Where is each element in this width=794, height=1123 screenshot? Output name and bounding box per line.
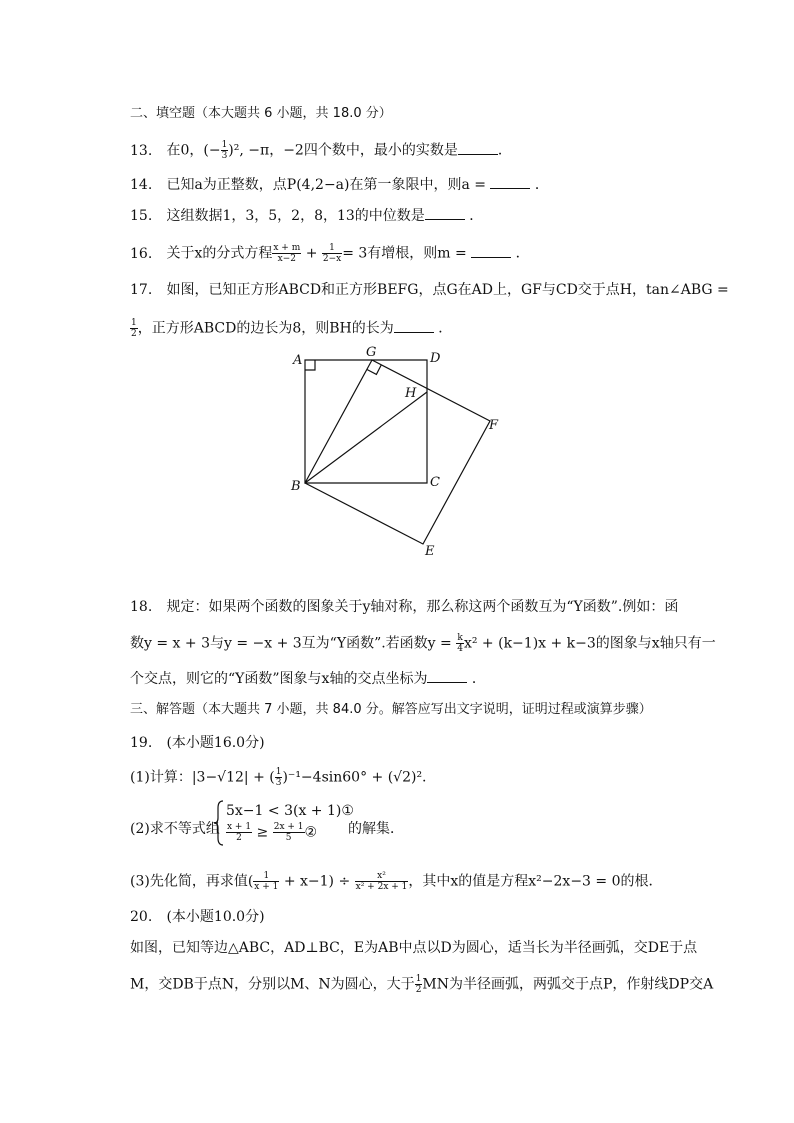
question-number: 13. bbox=[130, 142, 153, 159]
question-19-part2-tail: 的解集． bbox=[348, 821, 404, 837]
inequality-1: 5x−1 < 3(x + 1)① bbox=[226, 803, 354, 819]
question-number: 14. bbox=[130, 177, 153, 193]
question-14: 14. 已知a为正整数，点P(4,2−a)在第一象限中，则a = ． bbox=[130, 177, 549, 193]
question-19 bbox=[130, 733, 265, 753]
question-score: (本小题16.0分) bbox=[166, 735, 265, 751]
question-text: ，正方形ABCD的边长为8，则BH的长为 bbox=[137, 320, 394, 337]
inequality-2: $\frac{x + 1}{2}$ ≥ $\frac{2x + 1}{5}$ ② bbox=[227, 822, 318, 843]
point-label: H bbox=[405, 386, 417, 401]
point-label: G bbox=[366, 345, 377, 360]
question-text: 已知a为正整数，点P(4,2−a)在第一象限中，则a = bbox=[166, 177, 487, 193]
point-label: B bbox=[291, 479, 301, 494]
section-heading-fill-in: 二、填空题（本大题共 6 小题，共 18.0 分） bbox=[130, 106, 392, 121]
question-score: (本小题10.0分) bbox=[166, 909, 265, 925]
point-label: A bbox=[293, 353, 303, 368]
question-number: 16. bbox=[130, 245, 153, 262]
question-18 bbox=[130, 597, 678, 617]
question-number: 18. bbox=[130, 599, 153, 615]
question-text: 规定：如果两个函数的图象关于y轴对称，那么称这两个函数互为“Y函数”.例如：函 bbox=[166, 599, 679, 615]
question-text: = 3有增根，则m = bbox=[342, 245, 467, 262]
brace-icon bbox=[214, 800, 224, 846]
fraction: $\frac{1}{3}$ bbox=[275, 767, 282, 788]
question-16: 16. 关于x的分式方程 $\frac{x + m}{x-2}$ + $\frac{1}{2-x}$ = 3有增根，则m = ． bbox=[130, 243, 530, 264]
fraction: $\frac{1}{x + 1}$ bbox=[254, 871, 279, 892]
segment-bh bbox=[305, 392, 427, 483]
question-13: 13. 在0，(− $\frac{1}{3}$ )², −π，−2四个数中，最小的实数是 ． bbox=[130, 140, 512, 161]
question-number: 19. bbox=[130, 735, 153, 751]
question-number: 15. bbox=[130, 208, 153, 224]
fraction: $\frac{1}{2}$ bbox=[415, 974, 422, 995]
point-label: D bbox=[430, 351, 441, 366]
question-19-part3: (3)先化简，再求值( $\frac{1}{x + 1}$ + x−1) ÷ $\frac{\text{x²}}{\text{x² + 2x + 1}}$ ，其中x的值是方程x²−2x−3 = 0的根． bbox=[130, 871, 663, 892]
question-number: 20. bbox=[130, 909, 153, 925]
answer-blank bbox=[427, 670, 467, 683]
square-befg bbox=[305, 360, 490, 544]
fraction: $\frac{1}{2-x}$ bbox=[322, 243, 342, 264]
question-text: 关于x的分式方程 bbox=[166, 245, 273, 262]
question-number: 17. bbox=[130, 282, 153, 298]
question-15: 15. 这组数据1，3，5，2，8，13的中位数是 ． bbox=[130, 208, 484, 224]
question-text: 在0，(− bbox=[166, 142, 221, 159]
question-text: )², −π，−2四个数中，最小的实数是 bbox=[228, 142, 458, 159]
question-19-part1: (1)计算：|3−√12| + ( $\frac{1}{3}$ )⁻¹−4sin60° + (√2)². bbox=[130, 767, 427, 788]
question-18-cont bbox=[130, 633, 716, 654]
question-text: 数y = x + 3与y = −x + 3互为“Y函数”.若函数y = bbox=[130, 635, 452, 652]
question-17-cont: $\frac{1}{2}$ ，正方形ABCD的边长为8，则BH的长为 ． bbox=[131, 318, 453, 339]
fraction: $\frac{k}{4}$ bbox=[457, 633, 463, 654]
section-heading-solutions: 三、解答题（本大题共 7 小题，共 84.0 分。解答应写出文字说明，证明过程或演算步骤） bbox=[130, 702, 652, 717]
fraction: $\frac{x + 1}{2}$ bbox=[227, 822, 252, 843]
question-text: x² + (k−1)x + k−3的图象与x轴只有一 bbox=[463, 635, 716, 652]
point-label: E bbox=[425, 544, 435, 559]
question-text: 个交点，则它的“Y函数”图象与x轴的交点坐标为 bbox=[130, 671, 428, 687]
point-label: C bbox=[430, 475, 440, 490]
question-text: 如图，已知正方形ABCD和正方形BEFG，点G在AD上，GF与CD交于点H，tan∠ABG = bbox=[166, 282, 729, 298]
point-label: F bbox=[489, 418, 499, 433]
question-20-text-cont: M，交DB于点N，分别以M、N为圆心，大于 $\frac{1}{2}$ MN为半径画弧，两弧交于点P，作射线DP交A bbox=[130, 974, 714, 995]
question-20-text: 如图，已知等边△ABC，AD⊥BC，E为AB中点以D为圆心，适当长为半径画弧，交DE于点 bbox=[130, 940, 698, 956]
question-18-cont2: 个交点，则它的“Y函数”图象与x轴的交点坐标为 ． bbox=[130, 671, 486, 687]
fraction: $\frac{1}{2}$ bbox=[131, 318, 137, 339]
question-19-part2-label: (2)求不等式组 bbox=[130, 821, 220, 837]
question-20 bbox=[130, 907, 265, 927]
fraction: $\frac{\text{x²}}{\text{x² + 2x + 1}}$ bbox=[355, 871, 408, 892]
fraction: $\frac{2x + 1}{5}$ bbox=[273, 822, 304, 843]
fraction: $\frac{1}{3}$ bbox=[221, 140, 228, 161]
right-angle-a bbox=[305, 360, 315, 370]
question-text: 这组数据1，3，5，2，8，13的中位数是 bbox=[166, 208, 425, 224]
fraction: $\frac{x + m}{x-2}$ bbox=[273, 243, 301, 264]
